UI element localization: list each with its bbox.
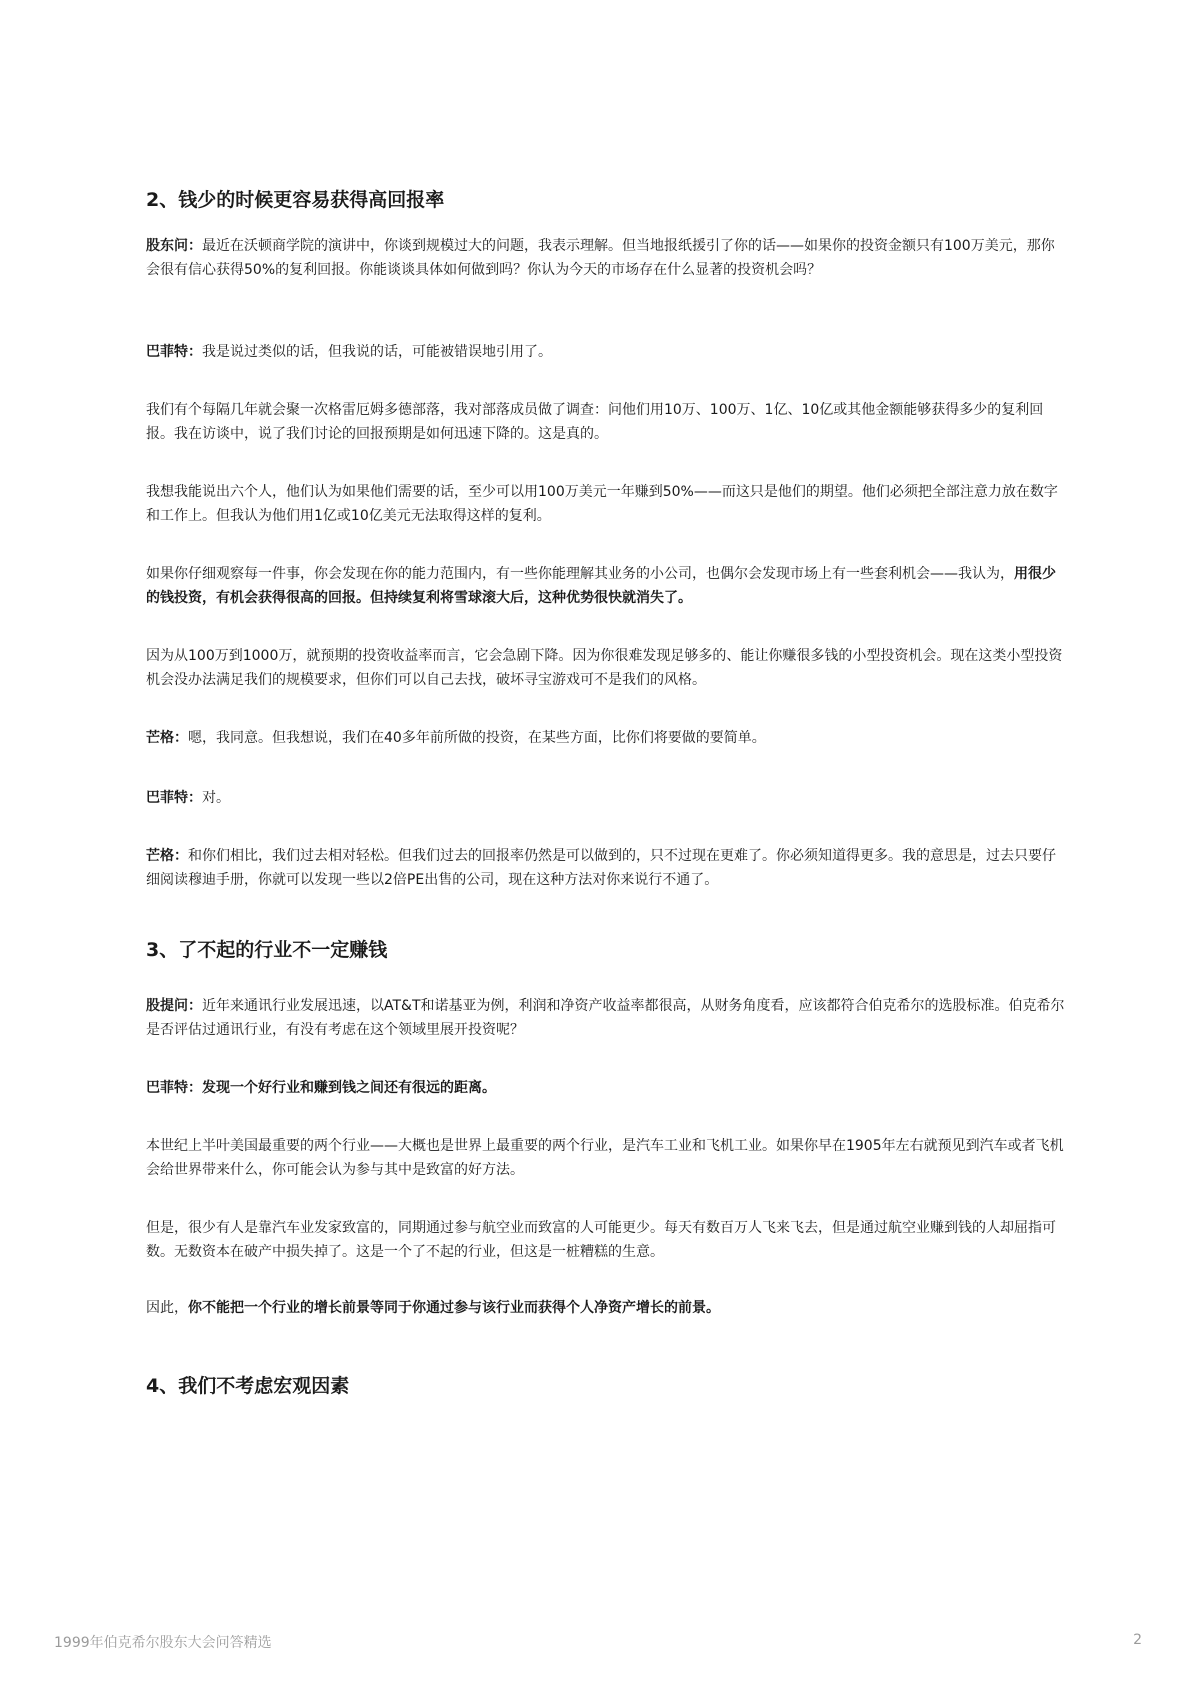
paragraph-text: 我是说过类似的话，但我说的话，可能被错误地引用了。 — [202, 344, 552, 360]
section-3-paragraph-4: 但是，很少有人是靠汽车业发家致富的，同期通过参与航空业而致富的人可能更少。每天有数百万人飞来飞去，但是通过航空业赚到钱的人却屈指可数。无数资本在破产中损失掉了。这是一个了不起的行业，但这是一桩糟糕的生意。 — [146, 1220, 1056, 1260]
section-2-paragraph-3: 我们有个每隔几年就会聚一次格雷厄姆多德部落，我对部落成员做了调查：问他们用10万、100万、1亿、10亿或其他金额能够获得多少的复利回报。我在访谈中，说了我们讨论的回报预期是如何迅速下降的。这是真的。 — [146, 402, 1044, 442]
bold-emphasis: 你不能把一个行业的增长前景等同于你通过参与该行业而获得个人净资产增长的前景。 — [188, 1300, 720, 1316]
section-2-paragraph-1 — [146, 234, 1066, 282]
speaker-label: 巴菲特： — [146, 1080, 202, 1096]
section-2-paragraph-6: 因为从100万到1000万，就预期的投资收益率而言，它会急剧下降。因为你很难发现足够多的、能让你赚很多钱的小型投资机会。现在这类小型投资机会没办法满足我们的规模要求，但你们可以自己去找，破坏寻宝游戏可不是我们的风格。 — [146, 648, 1063, 688]
paragraph-text: 近年来通讯行业发展迅速，以AT&T和诺基亚为例，利润和净资产收益率都很高，从财务角度看，应该都符合伯克希尔的选股标准。伯克希尔是否评估过通讯行业，有没有考虑在这个领域里展开投资呢？ — [146, 998, 1065, 1038]
section-2-paragraph-7 — [146, 726, 1066, 750]
paragraph-text: 最近在沃顿商学院的演讲中，你谈到规模过大的问题，我表示理解。但当地报纸援引了你的话——如果你的投资金额只有100万美元，那你会很有信心获得50%的复利回报。你能谈谈具体如何做到吗？你认为今天的市场存在什么显著的投资机会吗？ — [146, 238, 1055, 278]
section-3-title: 3、了不起的行业不一定赚钱 — [146, 939, 388, 961]
section-2-paragraph-4: 我想我能说出六个人，他们认为如果他们需要的话，至少可以用100万美元一年赚到50%——而这只是他们的期望。他们必须把全部注意力放在数字和工作上。但我认为他们用1亿或10亿美元无法取得这样的复利。 — [146, 484, 1058, 524]
footer-document-title: 1999年伯克希尔股东大会问答精选 — [54, 1635, 272, 1651]
section-2-title: 2、钱少的时候更容易获得高回报率 — [146, 189, 445, 211]
footer-page-number: 2 — [1133, 1632, 1142, 1648]
section-4-title: 4、我们不考虑宏观因素 — [146, 1375, 350, 1397]
bold-emphasis: 发现一个好行业和赚到钱之间还有很远的距离。 — [202, 1080, 496, 1096]
section-2-paragraph-9 — [146, 844, 1066, 892]
speaker-label: 芒格： — [146, 730, 188, 746]
paragraph-text: 和你们相比，我们过去相对轻松。但我们过去的回报率仍然是可以做到的，只不过现在更难了。你必须知道得更多。我的意思是，过去只要仔细阅读穆迪手册，你就可以发现一些以2倍PE出售的公司，现在这种方法对你来说行不通了。 — [146, 848, 1056, 888]
speaker-label: 股提问： — [146, 998, 202, 1014]
speaker-label: 芒格： — [146, 848, 188, 864]
paragraph-text: 嗯，我同意。但我想说，我们在40多年前所做的投资，在某些方面，比你们将要做的要简单。 — [188, 730, 766, 746]
section-3-paragraph-2 — [146, 1076, 1066, 1100]
section-2-paragraph-2 — [146, 340, 1066, 364]
paragraph-text: 如果你仔细观察每一件事，你会发现在你的能力范围内，有一些你能理解其业务的小公司，也偶尔会发现市场上有一些套利机会——我认为， — [146, 566, 1014, 582]
section-3-paragraph-3: 本世纪上半叶美国最重要的两个行业——大概也是世界上最重要的两个行业，是汽车工业和飞机工业。如果你早在1905年左右就预见到汽车或者飞机会给世界带来什么，你可能会认为参与其中是致富的好方法。 — [146, 1138, 1064, 1178]
speaker-label: 巴菲特： — [146, 344, 202, 360]
section-2-paragraph-5 — [146, 562, 1066, 610]
bold-emphasis: 用很少的钱投资，有机会获得很高的回报。但持续复利将雪球滚大后，这种优势很快就消失了。 — [146, 566, 1056, 606]
speaker-label: 股东问： — [146, 238, 202, 254]
section-3-paragraph-1 — [146, 994, 1066, 1042]
section-2-paragraph-8 — [146, 786, 1066, 810]
section-3-paragraph-5 — [146, 1296, 1066, 1320]
speaker-label: 巴菲特： — [146, 790, 202, 806]
paragraph-text: 对。 — [202, 790, 230, 806]
paragraph-text: 因此， — [146, 1300, 188, 1316]
